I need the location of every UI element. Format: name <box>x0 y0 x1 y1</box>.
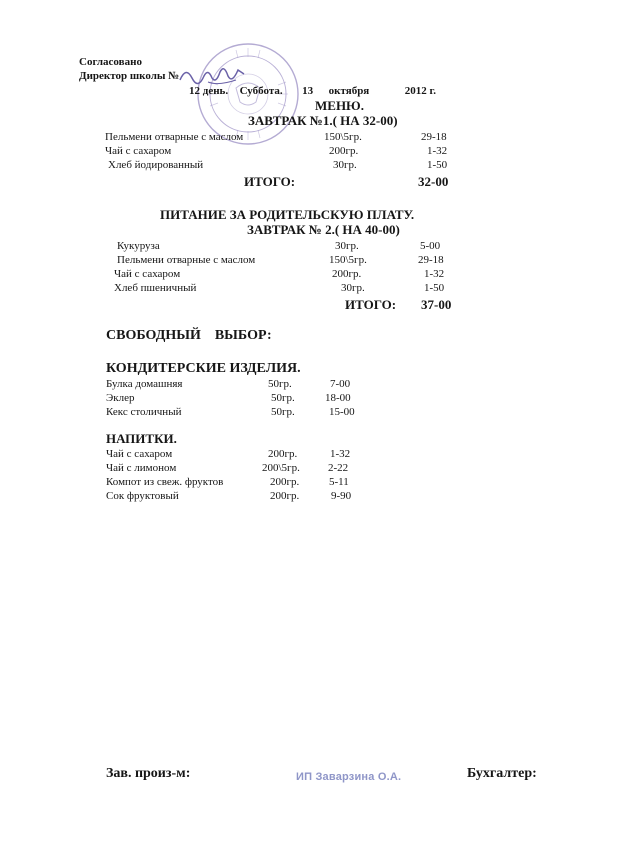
conf-item-2-price: 18-00 <box>325 392 351 404</box>
b1-item-1-name: Пельмени отварные с маслом <box>105 131 244 143</box>
accountant-label: Бухгалтер: <box>467 766 537 781</box>
b1-item-2-portion: 200гр. <box>329 145 359 157</box>
date-line <box>189 85 436 97</box>
b2-item-3-portion: 200гр. <box>332 268 362 280</box>
drink-item-2-price: 2-22 <box>328 462 349 474</box>
approval-label: Согласовано <box>79 56 142 68</box>
drink-item-4-price: 9-90 <box>331 490 352 502</box>
conf-item-3-portion: 50гр. <box>271 406 295 418</box>
date-day: 13 <box>302 85 314 97</box>
breakfast1-title: ЗАВТРАК №1.( НА 32-00) <box>248 113 398 128</box>
production-manager-label: Зав. произ-м: <box>106 766 191 781</box>
parent-pay-title: ПИТАНИЕ ЗА РОДИТЕЛЬСКУЮ ПЛАТУ. <box>160 207 415 222</box>
director-label: Директор школы № <box>79 70 180 82</box>
conf-item-1-price: 7-00 <box>330 378 351 390</box>
free-choice-title: СВОБОДНЫЙ ВЫБОР: <box>106 328 272 343</box>
b1-item-1-portion: 150\5гр. <box>324 131 362 143</box>
drink-item-1-name: Чай с сахаром <box>106 448 173 460</box>
conf-item-3-name: Кекс столичный <box>106 406 182 418</box>
drink-item-2-name: Чай с лимоном <box>106 462 177 474</box>
b2-item-2-price: 29-18 <box>418 254 444 266</box>
b2-total-label: ИТОГО: <box>345 297 397 312</box>
b2-item-3-price: 1-32 <box>424 268 445 280</box>
breakfast2-title: ЗАВТРАК № 2.( НА 40-00) <box>247 222 400 237</box>
b1-item-3-name: Хлеб йодированный <box>108 159 204 171</box>
menu-title: МЕНЮ. <box>315 98 364 113</box>
b2-item-3-name: Чай с сахаром <box>114 268 181 280</box>
entrepreneur-stamp: ИП Заварзина О.А. <box>296 771 402 783</box>
drink-item-4-name: Сок фруктовый <box>106 490 179 502</box>
b2-item-2-name: Пельмени отварные с маслом <box>117 254 256 266</box>
drink-item-4-portion: 200гр. <box>270 490 300 502</box>
date-month: октября <box>328 85 370 97</box>
b1-item-3-portion: 30гр. <box>333 159 357 171</box>
b1-item-1-price: 29-18 <box>421 131 447 143</box>
b1-item-3-price: 1-50 <box>427 159 448 171</box>
drink-item-3-price: 5-11 <box>329 476 349 488</box>
confectionery-title: КОНДИТЕРСКИЕ ИЗДЕЛИЯ. <box>106 361 301 376</box>
conf-item-2-portion: 50гр. <box>271 392 295 404</box>
conf-item-2-name: Эклер <box>106 392 135 404</box>
drinks-title: НАПИТКИ. <box>106 431 177 446</box>
b2-item-2-portion: 150\5гр. <box>329 254 367 266</box>
drink-item-1-price: 1-32 <box>330 448 351 460</box>
b1-total-label: ИТОГО: <box>244 174 296 189</box>
drink-item-2-portion: 200\5гр. <box>262 462 300 474</box>
conf-item-3-price: 15-00 <box>329 406 355 418</box>
drink-item-3-portion: 200гр. <box>270 476 300 488</box>
b2-item-4-name: Хлеб пшеничный <box>114 282 197 294</box>
date-year: 2012 г. <box>404 85 437 97</box>
b2-total-value: 37-00 <box>421 297 452 312</box>
conf-item-1-name: Булка домашняя <box>106 378 183 390</box>
b1-item-2-name: Чай с сахаром <box>105 145 172 157</box>
weekday: Суббота. <box>239 85 283 97</box>
b2-item-1-name: Кукуруза <box>117 240 160 252</box>
b2-item-1-portion: 30гр. <box>335 240 359 252</box>
b1-total-value: 32-00 <box>418 174 449 189</box>
b1-item-2-price: 1-32 <box>427 145 448 157</box>
b2-item-4-portion: 30гр. <box>341 282 365 294</box>
drink-item-3-name: Компот из свеж. фруктов <box>106 476 224 488</box>
day-number: 12 день. <box>189 85 229 97</box>
conf-item-1-portion: 50гр. <box>268 378 292 390</box>
drink-item-1-portion: 200гр. <box>268 448 298 460</box>
b2-item-1-price: 5-00 <box>420 240 441 252</box>
b2-item-4-price: 1-50 <box>424 282 445 294</box>
